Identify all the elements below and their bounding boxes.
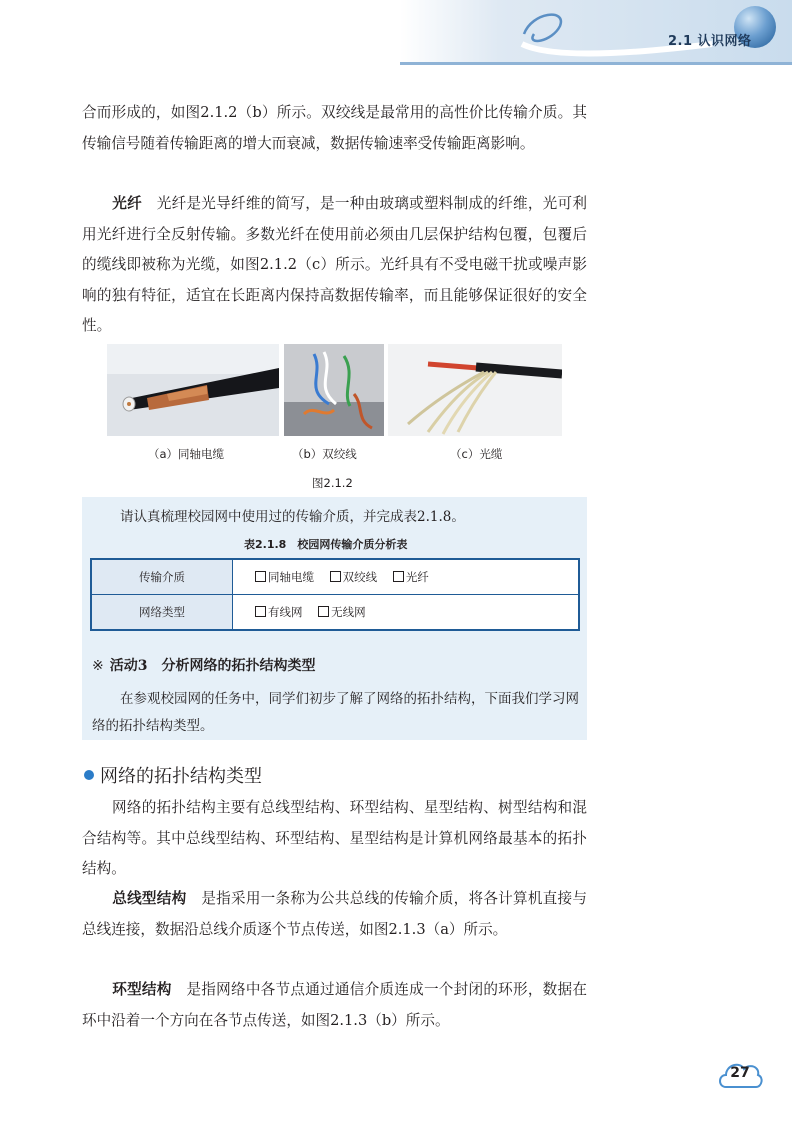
term-ring: 环型结构 [112, 981, 172, 998]
option-wireless[interactable]: 无线网 [318, 605, 366, 619]
paragraph-fiber: 光纤 光纤是光导纤维的简写，是一种由玻璃或塑料制成的纤维，光可利用光纤进行全反射传输。多数光纤在使用前必须由几层保护结构包覆，包覆后的缆线即被称为光缆，如图2.1.2（c）所示。光纤具有不受电磁干扰或噪声影响的独有特征，适宜在长距离内保持高数据传输率，而且能够保证很好的安全性。 [82, 195, 587, 334]
row-label: 网络类型 [91, 595, 233, 631]
coax-cable-photo [107, 344, 279, 436]
page-number: 27 [730, 1065, 750, 1081]
option-twisted-pair[interactable]: 双绞线 [330, 570, 378, 584]
row-label: 传输介质 [91, 559, 233, 595]
row-options [233, 595, 580, 631]
checkbox-icon [255, 606, 266, 617]
row-options [233, 559, 580, 595]
analysis-table [90, 558, 580, 631]
caption-fiber: （c）光缆 [450, 447, 503, 461]
fiber-optic-cable-photo [388, 344, 562, 436]
caption-coax: （a）同轴电缆 [148, 447, 225, 461]
section-heading: 网络的拓扑结构类型 [84, 762, 262, 788]
checkbox-icon [330, 571, 341, 582]
paragraph-bus: 总线型结构 是指采用一条称为公共总线的传输介质，将各计算机直接与总线连接，数据沿总线介质逐个节点传送，如图2.1.3（a）所示。 [82, 890, 587, 938]
activity-text: 在参观校园网的任务中，同学们初步了解了网络的拓扑结构，下面我们学习网络的拓扑结构类型。 [92, 691, 579, 734]
activity-prompt: 请认真梳理校园网中使用过的传输介质，并完成表2.1.8。 [120, 509, 465, 525]
checkbox-icon [393, 571, 404, 582]
option-coax[interactable]: 同轴电缆 [255, 570, 314, 584]
table-row [91, 595, 579, 631]
paragraph-twisted-pair: 合而形成的，如图2.1.2（b）所示。双绞线是最常用的高性价比传输介质。其传输信号随着传输距离的增大而衰减，数据传输速率受传输距离影响。 [82, 104, 587, 152]
option-wired[interactable]: 有线网 [255, 605, 303, 619]
checkbox-icon [318, 606, 329, 617]
option-fiber[interactable]: 光纤 [393, 570, 429, 584]
checkbox-icon [255, 571, 266, 582]
paragraph-topology-intro: 网络的拓扑结构主要有总线型结构、环型结构、星型结构、树型结构和混合结构等。其中总线型结构、环型结构、星型结构是计算机网络最基本的拓扑结构。 [82, 799, 587, 877]
table-row [91, 559, 579, 595]
figure-number: 图2.1.2 [312, 476, 353, 490]
term-fiber: 光纤 [112, 195, 142, 212]
activity-heading: ※ 活动3 分析网络的拓扑结构类型 [92, 658, 316, 674]
caption-twisted-pair: （b）双绞线 [292, 447, 357, 461]
twisted-pair-photo [284, 344, 384, 436]
bullet-dot-icon [84, 770, 94, 780]
term-bus: 总线型结构 [112, 890, 187, 907]
table-title: 表2.1.8 校园网传输介质分析表 [244, 538, 408, 551]
header-rule [400, 62, 792, 65]
running-header: 2.1 认识网络 [668, 34, 752, 49]
paragraph-ring: 环型结构 是指网络中各节点通过通信介质连成一个封闭的环形，数据在环中沿着一个方向在各节点传送，如图2.1.3（b）所示。 [82, 981, 587, 1029]
